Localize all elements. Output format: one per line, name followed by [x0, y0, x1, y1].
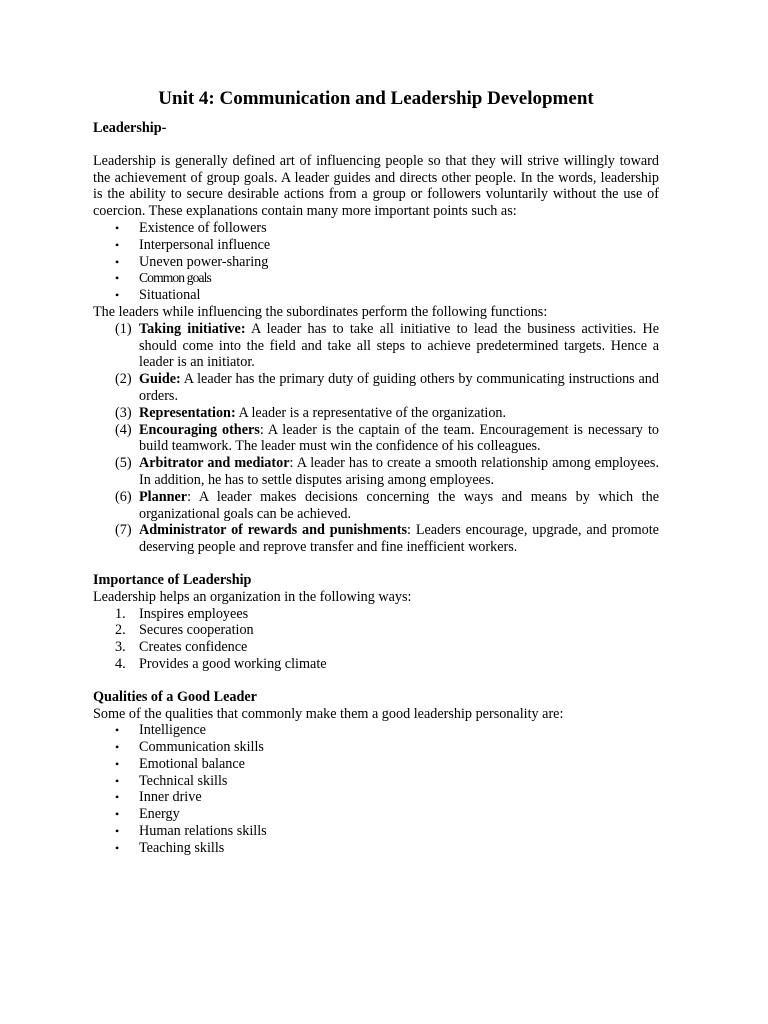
list-item-text: Human relations skills — [139, 823, 267, 840]
list-item — [93, 789, 659, 806]
list-item — [93, 806, 659, 823]
list-item — [93, 287, 659, 304]
list-item — [93, 840, 659, 857]
function-item — [93, 422, 659, 456]
list-item-text: Communication skills — [139, 739, 264, 756]
bullet-icon: • — [115, 288, 120, 303]
function-description: : A leader makes decisions concerning the ways and means by which the organizational goals can be achieved. — [139, 488, 659, 522]
list-item — [93, 773, 659, 790]
bullet-icon: • — [115, 756, 120, 771]
importance-heading: Importance of Leadership — [93, 571, 252, 588]
list-item-text: Emotional balance — [139, 755, 245, 772]
list-item — [93, 756, 659, 773]
list-item-text: Situational — [139, 287, 201, 304]
importance-list — [93, 606, 659, 673]
item-number: 3. — [115, 639, 126, 656]
list-item-text: Teaching skills — [139, 839, 225, 856]
function-number: (3) — [115, 404, 132, 421]
function-term: Taking initiative: — [139, 320, 246, 337]
list-item-text: Energy — [139, 806, 180, 823]
list-item-text: Technical skills — [139, 772, 228, 789]
function-description: A leader has the primary duty of guiding others by communicating instructions and orders. — [139, 371, 659, 404]
leader-functions-list — [93, 321, 659, 556]
document-page — [93, 86, 659, 857]
function-number: (2) — [115, 371, 132, 388]
function-item — [93, 522, 659, 556]
bullet-icon: • — [115, 220, 120, 235]
function-term: Arbitrator and mediator — [139, 455, 290, 472]
function-term: Representation: — [139, 404, 236, 421]
list-item — [93, 237, 659, 254]
function-number: (6) — [115, 488, 132, 505]
function-term: Administrator of rewards and punishments — [139, 522, 408, 539]
list-item-text: Interpersonal influence — [139, 236, 271, 253]
functions-intro: The leaders while influencing the subordinates perform the following functions: — [93, 303, 548, 320]
bullet-icon: • — [115, 271, 120, 286]
leadership-definition-paragraph: Leadership is generally defined art of influencing people so that they will strive willingly toward the achievement of group goals. A leader guides and directs other people. In the words, leadership is the ability to secure desirable actions from a group or followers voluntarily without the use of coercion. These explanations contain many more important points such as: — [93, 152, 659, 220]
importance-intro: Leadership helps an organization in the following ways: — [93, 588, 412, 605]
function-term: Planner — [139, 488, 188, 505]
function-item — [93, 455, 659, 489]
bullet-icon: • — [115, 790, 120, 805]
bullet-icon: • — [115, 773, 120, 788]
list-item-text: Creates confidence — [139, 639, 248, 656]
list-item — [93, 639, 659, 656]
list-item-text: Provides a good working climate — [139, 655, 327, 672]
bullet-icon: • — [115, 740, 120, 755]
list-item — [93, 254, 659, 271]
leadership-heading: Leadership- — [93, 120, 167, 136]
function-description: : Leaders encourage, upgrade, and promote deserving people and reprove transfer and fine inefficient workers. — [139, 522, 659, 556]
function-number: (1) — [115, 320, 132, 337]
item-number: 4. — [115, 655, 126, 672]
leadership-points-list — [93, 220, 659, 304]
function-description: : A leader has to create a smooth relationship among employees. In addition, he has to settle disputes arising among employees. — [139, 455, 659, 488]
list-item — [93, 606, 659, 623]
list-item — [93, 823, 659, 840]
function-description: A leader has to take all initiative to lead the business activities. He should come into the field and take all steps to achieve predetermined targets. Hence a leader is an initiator. — [139, 320, 660, 371]
list-item — [93, 739, 659, 756]
list-item — [93, 220, 659, 237]
qualities-intro: Some of the qualities that commonly make them a good leadership personality are: — [93, 705, 564, 722]
bullet-icon: • — [115, 254, 120, 269]
function-number: (7) — [115, 522, 132, 539]
list-item-text: Intelligence — [139, 722, 206, 739]
list-item — [93, 722, 659, 739]
bullet-icon: • — [115, 237, 120, 252]
list-item-text: Inspires employees — [139, 605, 249, 622]
function-item — [93, 371, 659, 405]
bullet-icon: • — [115, 807, 120, 822]
function-term: Guide: — [139, 371, 181, 388]
list-item — [93, 656, 659, 673]
list-item-text: Existence of followers — [139, 219, 267, 236]
list-item-text: Uneven power-sharing — [139, 253, 269, 270]
qualities-list — [93, 722, 659, 856]
function-description: A leader is a representative of the organization. — [235, 404, 507, 421]
bullet-icon: • — [115, 824, 120, 839]
function-item — [93, 489, 659, 523]
item-number: 1. — [115, 605, 126, 622]
bullet-icon: • — [115, 723, 120, 738]
function-description: : A leader is the captain of the team. Encouragement is necessary to build teamwork. The leader must win the confidence of his colleagues. — [139, 421, 659, 455]
list-item-text: Secures cooperation — [139, 622, 254, 639]
bullet-icon: • — [115, 840, 120, 855]
item-number: 2. — [115, 622, 126, 639]
list-item — [93, 270, 659, 287]
list-item — [93, 622, 659, 639]
function-number: (4) — [115, 421, 132, 438]
function-number: (5) — [115, 455, 132, 472]
function-item — [93, 321, 659, 371]
function-term: Encouraging others — [139, 421, 260, 438]
qualities-heading: Qualities of a Good Leader — [93, 688, 257, 705]
document-title: Unit 4: Communication and Leadership Development — [158, 88, 594, 109]
function-item — [93, 405, 659, 422]
list-item-text: Inner drive — [139, 789, 202, 806]
list-item-text: Common goals — [139, 270, 211, 286]
